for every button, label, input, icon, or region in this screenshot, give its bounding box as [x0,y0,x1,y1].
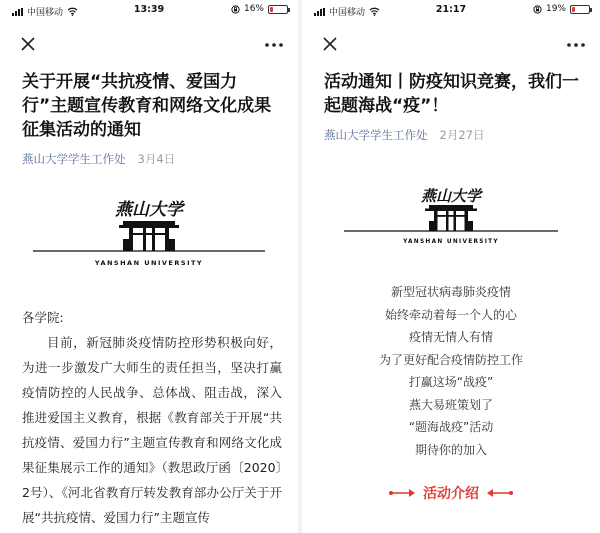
poem-line: 始终牵动着每一个人的心 [384,307,517,322]
status-bar [302,0,600,20]
activity-intro-label: 活动介绍 [423,486,479,502]
left-article-screen [0,0,298,533]
poem-line: 为了更好配合疫情防控工作 [378,352,523,367]
status-right [231,4,288,14]
rotation-lock-icon [533,5,542,14]
close-icon[interactable] [320,34,340,54]
poem-block [302,281,600,461]
body-paragraph: 目前，新冠肺炎疫情防控形势积极向好，为进一步激发广大师生的责任担当，坚决打赢疫情防控的人民战争、总体战、阻击战，深入推进爱国主义教育，根据《教育部关于开展“共抗疫情、爱国力行”主题宣传教育和网络文化成果征集展示工作的通知》（教思政厅函〔2020〕2号）、《河北省教育厅转发教育部办公厅关于开展“共抗疫情、爱国力行”主题宣传 [22,335,282,525]
salutation: 各学院: [22,310,64,325]
university-logo [336,183,566,255]
activity-intro-heading [302,483,600,503]
carrier-name: 中国移动 [27,8,64,18]
author-link[interactable]: 燕山大学学生工作处 [324,128,428,142]
status-right [533,4,590,14]
battery-level-fill [572,7,575,12]
status-bar [0,0,298,20]
logo-university-name: YANSHAN UNIVERSITY [94,259,204,267]
logo-calligraphy: 燕山大学 [420,187,482,205]
gate-icon [119,221,179,251]
poem-line: “题海战疫”活动 [408,420,494,434]
left-ribbon-icon [387,487,417,499]
poem-line: 燕大易班策划了 [408,397,493,412]
more-options-icon[interactable] [264,42,284,48]
university-logo [19,195,279,281]
clock: 13:39 [133,4,165,15]
battery-icon [570,5,590,14]
top-navbar [0,20,298,70]
poem-line: 新型冠状病毒肺炎疫情 [390,285,511,299]
publish-date: 3月4日 [137,152,176,166]
top-navbar [302,20,600,70]
battery-percent: 19% [545,4,566,14]
battery-level-fill [270,7,273,12]
publish-date: 2月27日 [439,128,485,142]
right-article-screen [302,0,600,533]
logo-university-name: YANSHAN UNIVERSITY [403,239,499,245]
rotation-lock-icon [231,5,240,14]
poem-line: 打赢这场“战疫” [408,375,494,389]
article-body [0,305,298,530]
battery-percent: 16% [243,4,264,14]
logo-calligraphy: 燕山大学 [115,200,183,220]
clock: 21:17 [435,4,467,15]
poem-line: 期待你的加入 [414,442,487,457]
gate-icon [425,205,477,231]
right-ribbon-icon [485,487,515,499]
article-title: 活动通知丨防疫知识竞赛，我们一起题海战“疫”！ [324,72,579,116]
carrier-name: 中国移动 [329,8,366,18]
article-meta [0,151,298,167]
poem-line: 疫情无情人有情 [408,330,493,344]
close-icon[interactable] [18,34,38,54]
battery-icon [268,5,288,14]
more-options-icon[interactable] [566,42,586,48]
author-link[interactable]: 燕山大学学生工作处 [22,152,126,166]
article-title: 关于开展“共抗疫情、爱国力行”主题宣传教育和网络文化成果征集活动的通知 [22,72,272,140]
article-meta [302,127,600,143]
